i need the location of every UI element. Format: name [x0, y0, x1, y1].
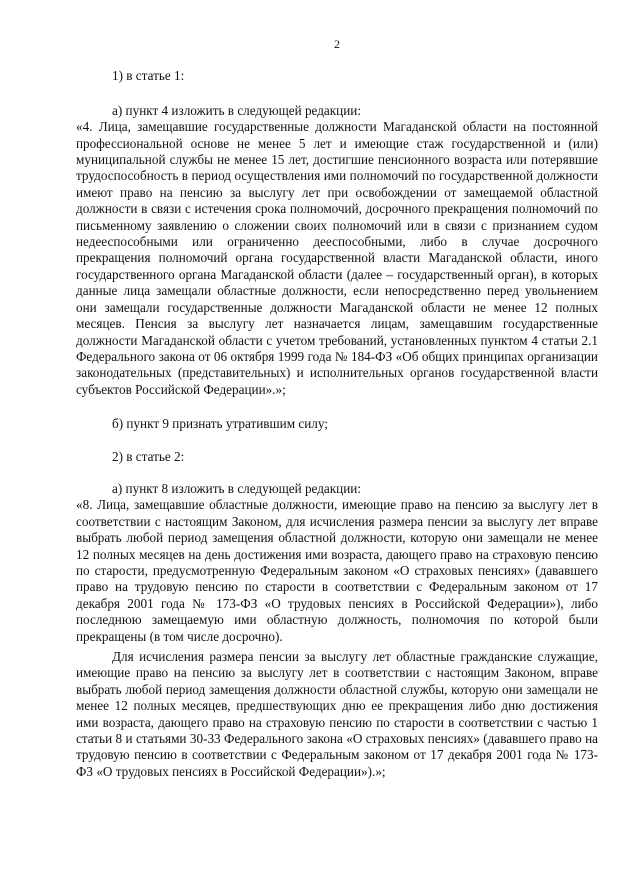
article2-sub-a: а) пункт 8 изложить в следующей редакции:	[112, 480, 362, 496]
article2-sub-a-text-1: «8. Лица, замещавшие областные должности, имеющие право на пенсию за выслугу лет в соответствии с настоящим Законом, для исчисления размера пенсии за выслугу лет вправе выбрать любой период замещения областной должности, которую они замещали не менее 12 полных месяцев на день достижения ими возраста, дающего право на страховую пенсию по старости, предусмотренную Федеральным законом «О страховых пенсиях» (дававшего право на трудовую пенсию по старости в соответствии с Федеральным законом от 17 декабря 2001 года № 173-ФЗ «О трудовых пенсиях в Российской Федерации»), либо последнюю замещаемую ими областную должность, полномочия по которой были прекращены (в том числе досрочно).	[76, 497, 598, 644]
article1-sub-b: б) пункт 9 признать утратившим силу;	[112, 416, 328, 432]
article2-sub-a-text-2: Для исчисления размера пенсии за выслугу лет областные гражданские служащие, имеющие право на пенсию за выслугу лет в соответствии с настоящим Законом, вправе выбрать любой период замещения должности областной службы, которую они замещали не менее 12 полных месяцев, предшествующих дню ее прекращения либо дню достижения ими возраста, дающего право на страховую пенсию по старости в соответствии с частью 1 статьи 8 и статьями 30-33 Федерального закона «О страховых пенсиях» (дававшего право на трудовую пенсию в соответствии с Федеральным законом от 17 декабря 2001 года № 173-ФЗ «О трудовых пенсиях в Российской Федерации»).»;	[76, 649, 598, 779]
article2-header: 2) в статье 2:	[112, 448, 185, 464]
document-page	[76, 36, 598, 780]
article1-sub-a: а) пункт 4 изложить в следующей редакции:	[112, 102, 362, 118]
article1-header: 1) в статье 1:	[112, 68, 185, 84]
page-number: 2	[334, 37, 340, 51]
article1-sub-a-text: «4. Лица, замещавшие государственные должности Магаданской области на постоянной профессиональной основе не менее 5 лет и имеющие стаж государственной и (или) муниципальной службы не менее 15 лет, достигшие пенсионного возраста или потерявшие трудоспособность в период осуществления ими полномочий по государственной должности имеют право на пенсию за выслугу лет при освобождении от замещаемой областной должности в связи с истечения срока полномочий, досрочного прекращения полномочий по письменному заявлению о сложении своих полномочий или в связи с признанием судом недееспособными или ограниченно дееспособными, либо в случае досрочного прекращения полномочий органа государственной власти Магаданской области, иного государственного органа Магаданской области (далее – государственный орган), в которых данные лица замещали областные должности, если непосредственно перед увольнением они замещали государственные должности Магаданской области не менее 12 полных месяцев. Пенсия за выслугу лет назначается лицам, замещавшим государственные должности Магаданской области с учетом требований, установленных пунктом 4 статьи 2.1 Федерального закона от 06 октября 1999 года № 184-ФЗ «Об общих принципах организации законодательных (представительных) и исполнительных органов государственной власти субъектов Российской Федерации».»;	[76, 119, 598, 397]
